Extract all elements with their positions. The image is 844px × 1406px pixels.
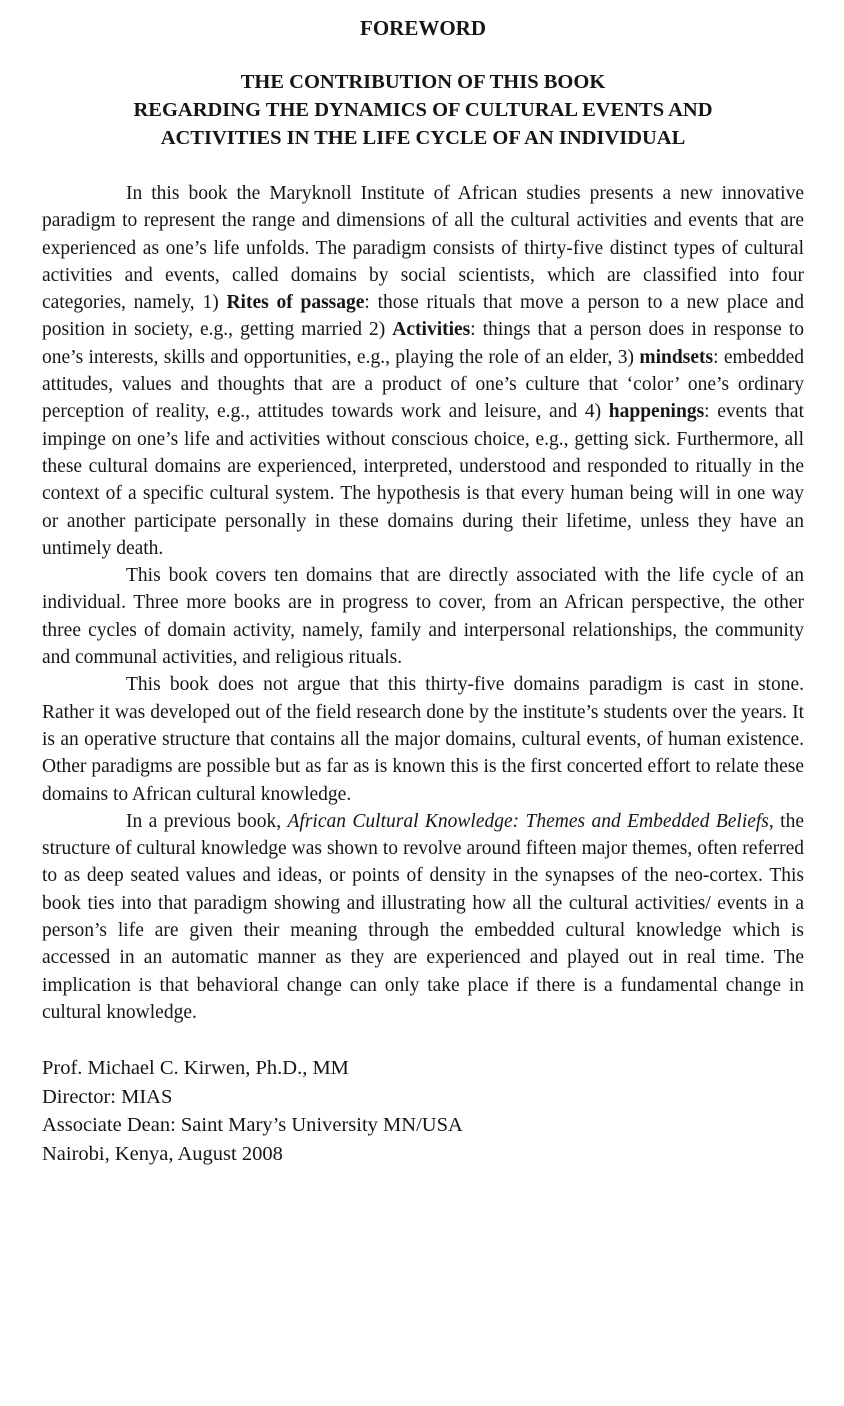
author-role-director: Director: MIAS xyxy=(42,1085,173,1108)
p1-text-5: : events that impinge on one’s life and activities without conscious choice, e.g., getting sick. Furthermore, all these cultural domains are experienced, interpreted, understood and responded to ritually in the context of a specific cultural system. The hypothesis is that every human being will in one way or another participate personally in these domains during their lifetime, unless they have an untimely death. xyxy=(42,401,804,559)
term-mindsets: mindsets xyxy=(639,346,714,368)
foreword-body xyxy=(42,180,804,1026)
author-name: Prof. Michael C. Kirwen, Ph.D., MM xyxy=(42,1057,349,1080)
author-role-dean: Associate Dean: Saint Mary’s University MN/USA xyxy=(42,1114,463,1137)
term-happenings: happenings xyxy=(608,401,705,423)
p1-text-1: In this book the Maryknoll Institute of African studies presents a new innovative paradigm to represent the range and dimensions of all the cultural activities and events that are experienced as one’s life unfolds. The paradigm consists of thirty-five distinct types of cultural activities and events, called domains by social scientists, which are classified into four categories, namely, 1) xyxy=(42,183,804,314)
term-activities: Activities xyxy=(392,319,471,341)
subtitle-line-1: THE CONTRIBUTION OF THIS BOOK xyxy=(240,71,606,93)
foreword-subtitle xyxy=(42,68,804,152)
signature-block xyxy=(42,1054,804,1168)
paragraph-2: This book covers ten domains that are directly associated with the life cycle of an individual. Three more books are in progress to cover, from an African perspective, the other three cycles of domain activity, namely, family and interpersonal relationships, the community and communal activities, and religious rituals. xyxy=(42,565,804,669)
foreword-title: FOREWORD xyxy=(360,16,486,40)
paragraph-3: This book does not argue that this thirty-five domains paradigm is cast in stone. Rather it was developed out of the field research done by the institute’s students over the years. It is an operative structure that contains all the major domains, cultural events, of human existence. Other paradigms are possible but as far as is known this is the first concerted effort to relate these domains to African cultural knowledge. xyxy=(42,674,804,805)
p4-text-2: the structure of cultural knowledge was shown to revolve around fifteen major themes, often referred to as deep seated values and ideas, or points of density in the synapses of the neo-cortex. This book ties into that paradigm showing and illustrating how all the cultural activities/ events in a person’s life are given their meaning through the embedded cultural knowledge which is accessed in an automatic manner as they are experienced and played out in real time. The implication is that behavioral change can only take place if there is a fundamental change in cultural knowledge. xyxy=(42,810,804,1023)
term-rites-of-passage: Rites of passage xyxy=(226,292,365,314)
subtitle-line-3: ACTIVITIES IN THE LIFE CYCLE OF AN INDIVIDUAL xyxy=(160,127,686,149)
p1-text-4: : embedded attitudes, values and thoughts that are a product of one’s culture that ‘color’ one’s ordinary perception of reality, e.g., attitudes towards work and leisure, and 4) xyxy=(42,346,804,423)
paragraph-1 xyxy=(42,180,804,562)
book-title-reference: African Cultural Knowledge: Themes and Embedded Beliefs, xyxy=(287,810,774,832)
p4-text-1: In a previous book, xyxy=(126,810,288,832)
subtitle-line-2: REGARDING THE DYNAMICS OF CULTURAL EVENTS AND xyxy=(133,99,713,121)
paragraph-4 xyxy=(42,808,804,1026)
p1-text-3: : things that a person does in response to one’s interests, skills and opportunities, e.g., playing the role of an elder, 3) xyxy=(42,319,804,368)
place-and-date: Nairobi, Kenya, August 2008 xyxy=(42,1142,283,1165)
p1-text-2: : those rituals that move a person to a new place and position in society, e.g., getting married 2) xyxy=(42,292,804,341)
